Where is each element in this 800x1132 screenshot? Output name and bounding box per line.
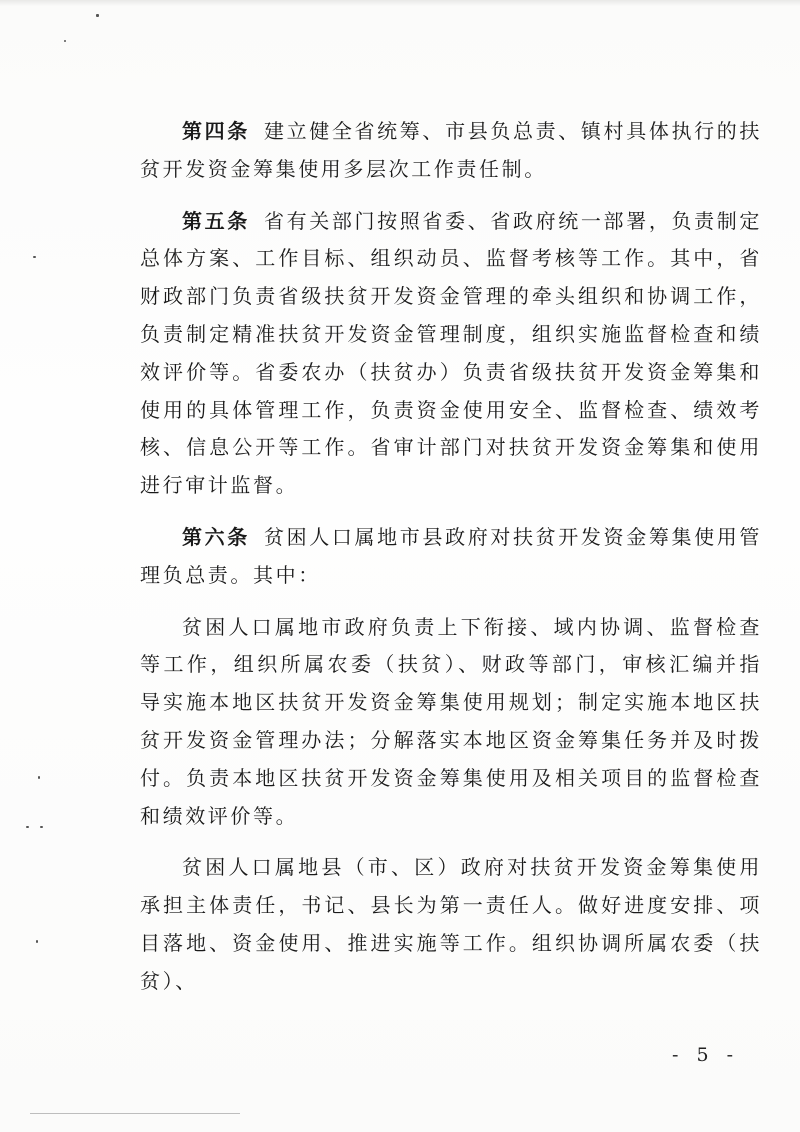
article-5-paragraph <box>140 203 762 505</box>
page-number: - 5 - <box>672 1044 740 1066</box>
scan-speck <box>26 826 29 828</box>
paragraph-text: 省有关部门按照省委、省政府统一部署，负责制定总体方案、工作目标、组织动员、监督考核等工作。其中，省财政部门负责省级扶贫开发资金管理的牵头组织和协调工作，负责制定精准扶贫开发资金管理制度，组织实施监督检查和绩效评价等。省委农办（扶贫办）负责省级扶贫开发资金筹集和使用的具体管理工作，负责资金使用安全、监督检查、绩效考核、信息公开等工作。省审计部门对扶贫开发资金筹集和使用进行审计监督。 <box>140 208 762 498</box>
paragraph-text: 建立健全省统筹、市县负总责、镇村具体执行的扶贫开发资金筹集使用多层次工作责任制。 <box>140 119 762 181</box>
scan-speck <box>96 14 99 17</box>
scan-bottom-line <box>30 1113 240 1114</box>
scan-speck <box>36 940 38 943</box>
scan-speck <box>40 826 43 828</box>
scan-top-edge <box>0 0 800 6</box>
scan-speck <box>33 256 36 258</box>
document-body <box>140 113 762 1001</box>
paragraph-text: 贫困人口属地市县政府对扶贫开发资金筹集使用管理负总责。其中： <box>140 524 762 587</box>
scan-speck <box>64 40 66 42</box>
article-label: 第五条 <box>182 208 250 233</box>
paragraph-text: 贫困人口属地县（市、区）政府对扶贫开发资金筹集使用承担主体责任，书记、县长为第一责任人。做好进度安排、项目落地、资金使用、推进实施等工作。组织协调所属农委（扶贫）、 <box>140 855 762 993</box>
article-4-paragraph <box>140 113 762 189</box>
county-government-paragraph <box>140 849 762 1000</box>
paragraph-text: 贫困人口属地市政府负责上下衔接、域内协调、监督检查等工作，组织所属农委（扶贫）、财政等部门，审核汇编并指导实施本地区扶贫开发资金筹集使用规划；制定实施本地区扶贫开发资金管理办法；分解落实本地区资金筹集任务并及时拨付。负责本地区扶贫开发资金筹集使用及相关项目的监督检查和绩效评价等。 <box>140 614 762 828</box>
article-6-paragraph <box>140 519 762 595</box>
city-government-paragraph <box>140 609 762 836</box>
scan-speck <box>38 776 40 779</box>
article-label: 第四条 <box>182 119 250 143</box>
article-label: 第六条 <box>182 524 250 549</box>
